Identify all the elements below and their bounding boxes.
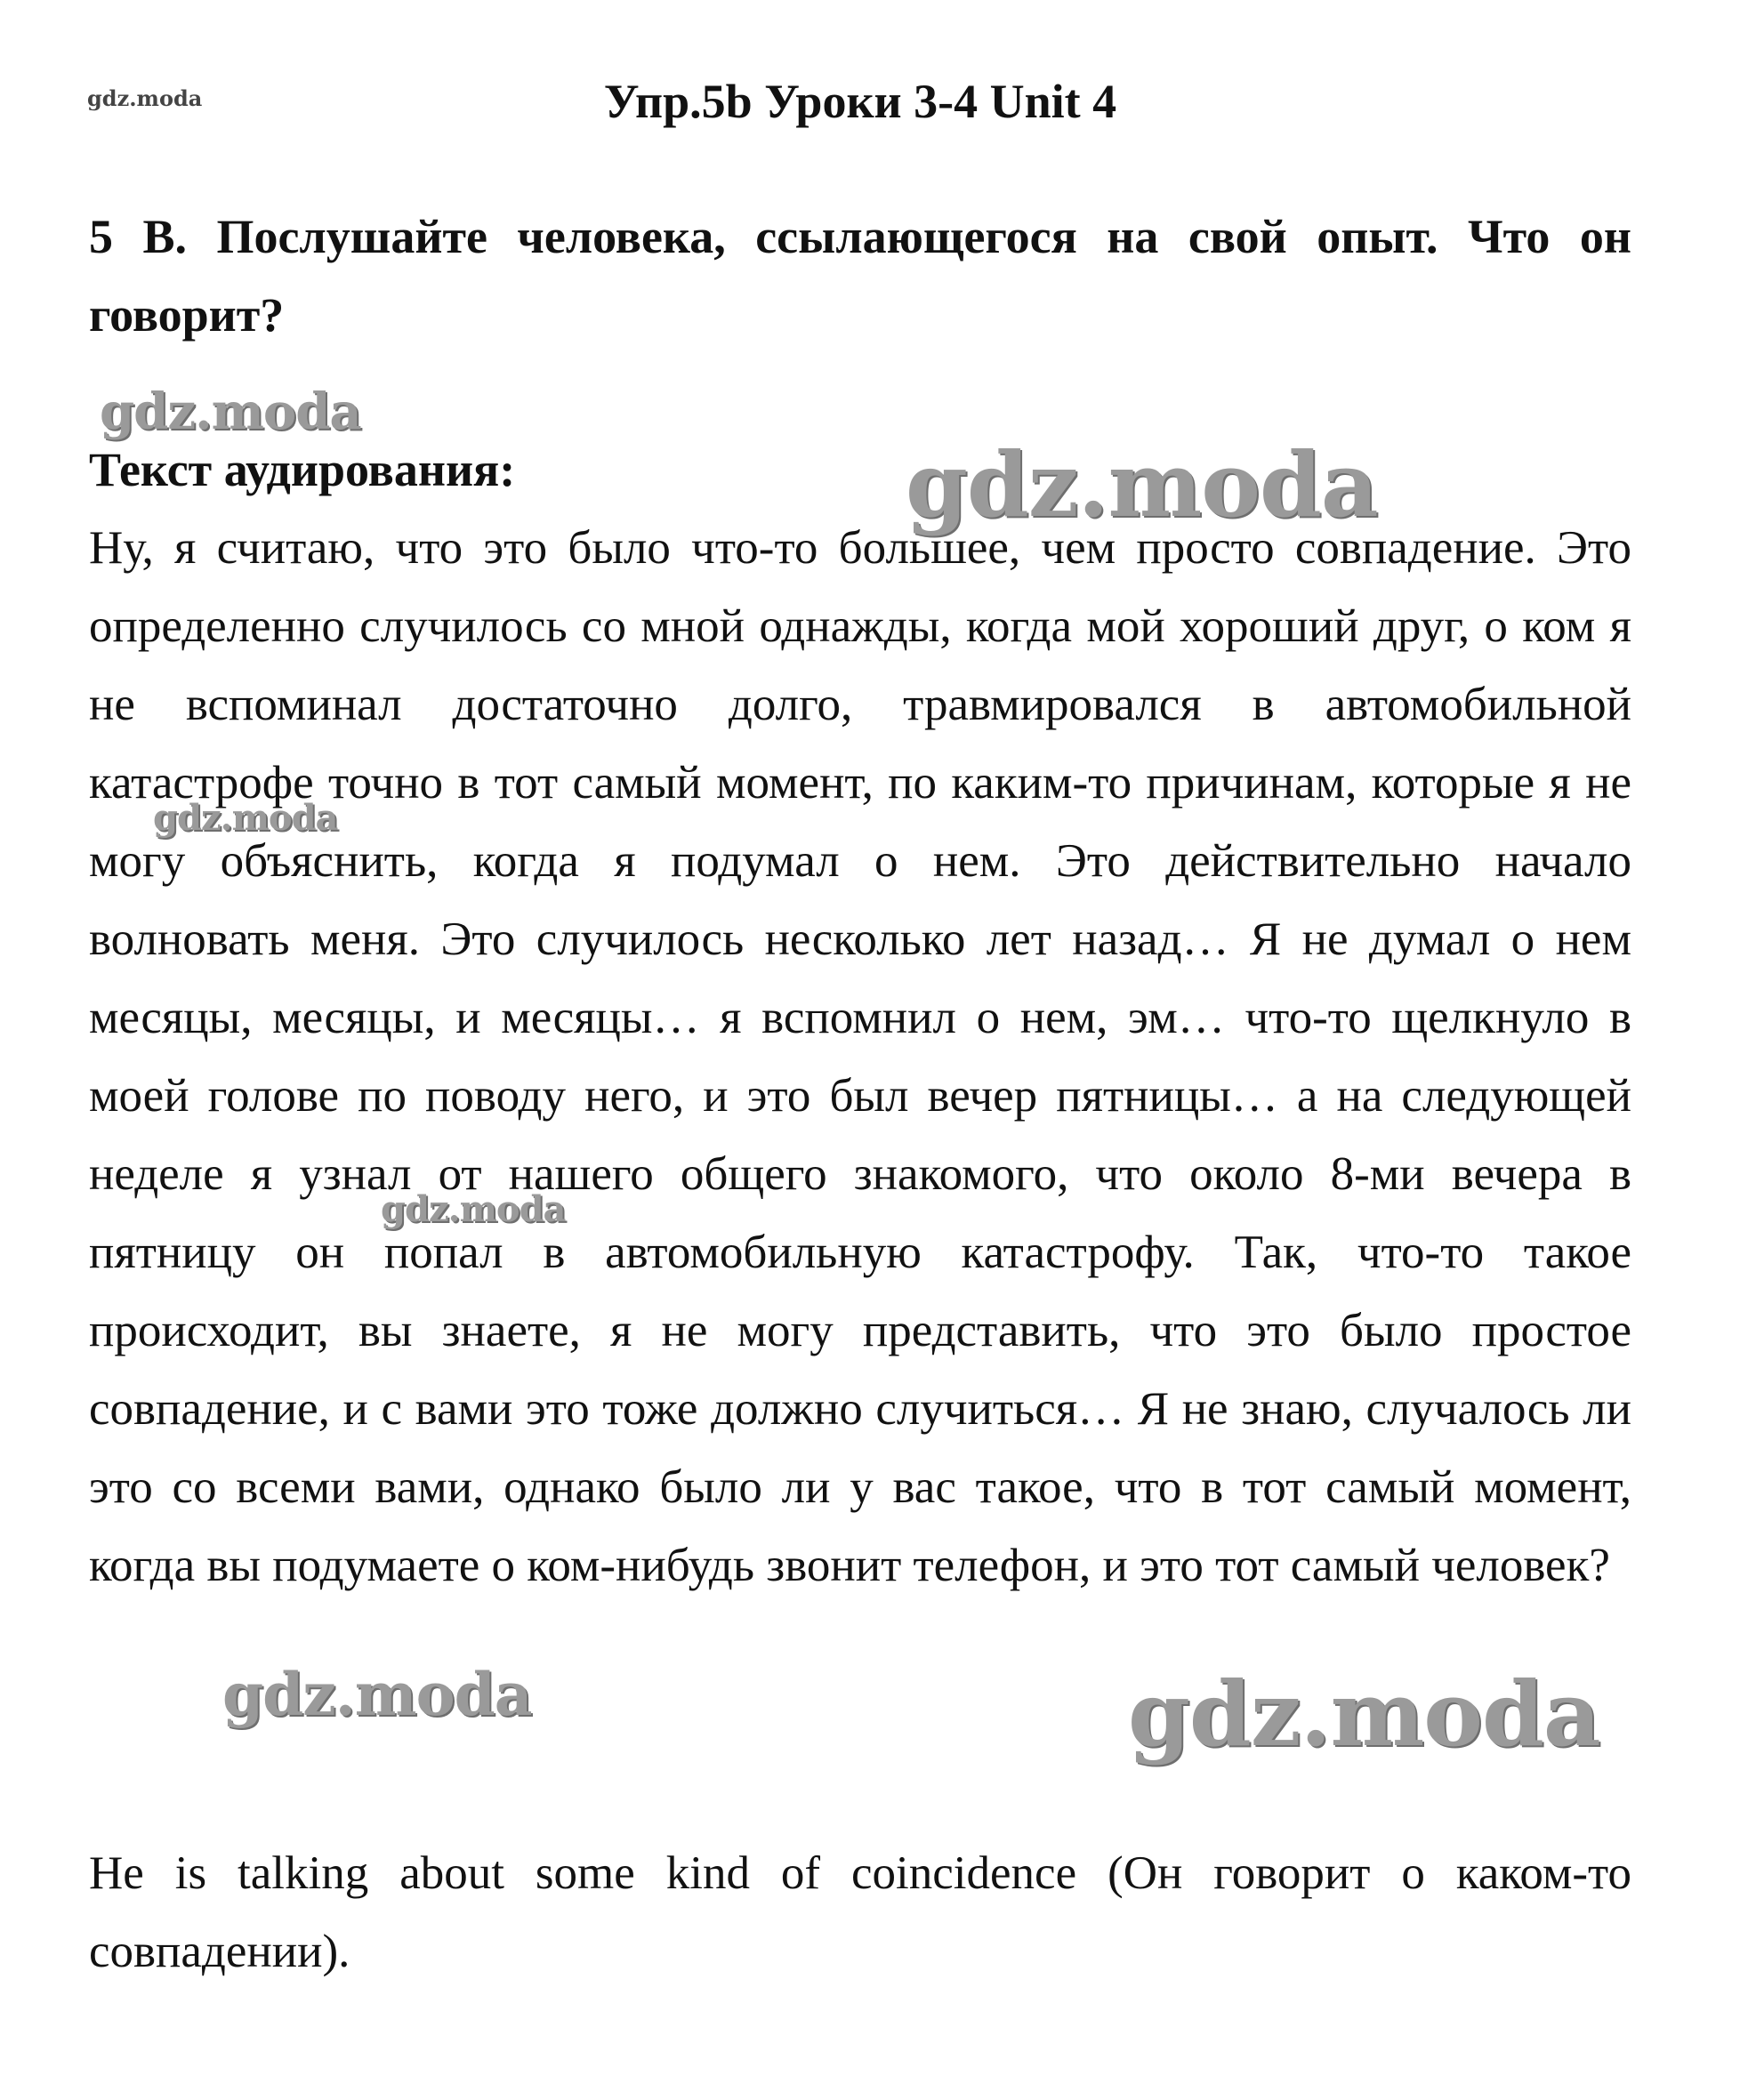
exercise-question: 5 B. Послушайте человека, ссылающегося на свой опыт. Что он говорит? (89, 210, 1631, 342)
watermark-top-left: gdz.moda (87, 85, 203, 111)
watermark-small-1: gdz.moda (100, 382, 361, 441)
watermark-small-2: gdz.moda (153, 797, 338, 839)
watermark-large-1: gdz.moda (906, 432, 1378, 537)
document-page (89, 0, 1631, 2100)
transcript-text: Ну, я считаю, что это было что-то большее, чем просто совпадение. Это определенно случилось со мной однажды, когда мой хороший друг, о ком я не вспоминал достаточно долго, травмировался в автомобильной катастрофе точно в тот самый момент, по каким-то причинам, которые я не могу объяснить, когда я подумал о нем. Это действительно начало волновать меня. Это случилось несколько лет назад… Я не думал о нем месяцы, месяцы, и месяцы… я вспомнил о нем, эм… что-то щелкнуло в моей голове по поводу него, и это был вечер пятницы… а на следующей неделе я узнал от нашего общего знакомого, что около 8-ми вечера в пятницу он попал в автомобильную катастрофу. Так, что-то такое происходит, вы знаете, я не могу представить, что это было простое совпадение, и с вами это тоже должно случиться… Я не знаю, случалось ли это со всеми вами, однако было ли у вас такое, что в тот самый момент, когда вы подумаете о ком-нибудь звонит телефон, и это тот самый человек? (89, 522, 1631, 1591)
watermark-large-2: gdz.moda (1128, 1661, 1600, 1766)
transcript-heading: Текст аудирования: (89, 443, 516, 496)
watermark-small-3: gdz.moda (381, 1188, 566, 1230)
answer-text: He is talking about some kind of coincidence (Он говорит о каком-то совпадении). (89, 1847, 1631, 1977)
page-title: Упр.5b Уроки 3-4 Unit 4 (603, 75, 1117, 128)
watermark-medium-1: gdz.moda (222, 1660, 532, 1729)
